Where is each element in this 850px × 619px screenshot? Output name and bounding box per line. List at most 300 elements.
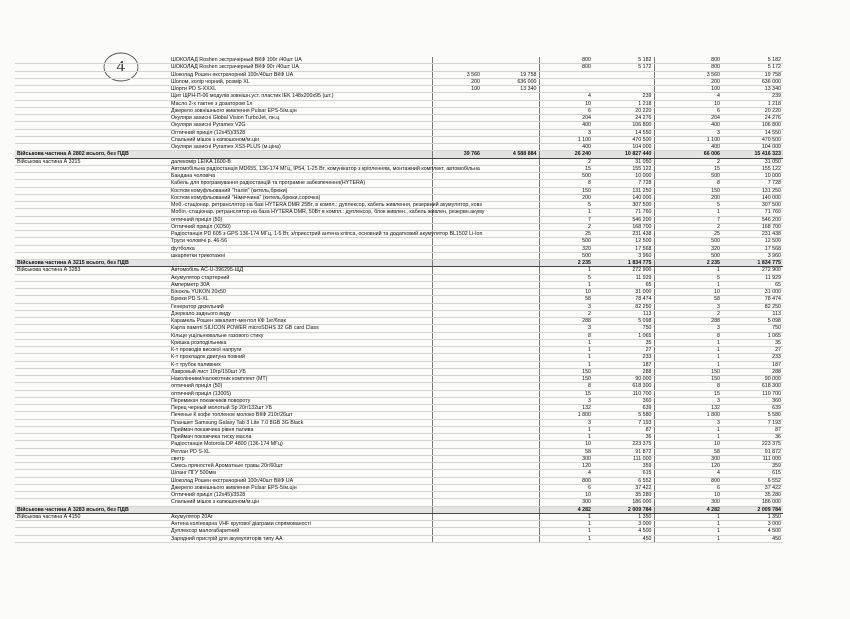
qty-1-cell [432, 252, 482, 259]
qty-1-cell [432, 194, 482, 201]
table-row [15, 528, 783, 535]
item-cell: далекомір LEIKA 1600-B [169, 158, 432, 165]
sum-1-cell [482, 136, 539, 143]
qty-total-cell: 1 [654, 267, 722, 274]
sum-1-cell [482, 245, 539, 252]
unit-cell [15, 252, 169, 259]
sum-1-cell [482, 296, 539, 303]
unit-cell [15, 238, 169, 245]
sum-total-cell: 6 552 [722, 477, 783, 484]
unit-cell [15, 535, 169, 542]
table-row [15, 318, 783, 325]
qty-total-cell: 1 [654, 521, 722, 528]
sum-total-cell: 5 172 [722, 64, 783, 71]
qty-2-cell: 4 282 [539, 506, 593, 513]
sum-2-cell: 14 550 [593, 129, 654, 136]
item-cell: Лавровый лист 10гр/150шт УБ [169, 368, 432, 375]
sum-total-cell: 307 500 [722, 202, 783, 209]
sum-1-cell [482, 339, 539, 346]
unit-cell [15, 390, 169, 397]
item-cell: Генератор дизельний [169, 303, 432, 310]
qty-1-cell [432, 245, 482, 252]
qty-2-cell: 1 [539, 513, 593, 520]
sum-2-cell: 168 700 [593, 223, 654, 230]
unit-cell [15, 71, 169, 78]
item-cell: Акумулятор стартерний [169, 274, 432, 281]
qty-1-cell [432, 383, 482, 390]
qty-1-cell [432, 303, 482, 310]
table-row [15, 144, 783, 151]
qty-total-cell: 200 [654, 194, 722, 201]
sum-2-cell: 140 000 [593, 194, 654, 201]
qty-1-cell [432, 274, 482, 281]
unit-cell [15, 361, 169, 368]
table-row [15, 499, 783, 506]
qty-total-cell: 288 [654, 318, 722, 325]
sum-1-cell [482, 463, 539, 470]
sum-1-cell [482, 260, 539, 267]
qty-2-cell: 58 [539, 448, 593, 455]
qty-total-cell: 3 [654, 129, 722, 136]
qty-total-cell: 120 [654, 463, 722, 470]
sum-1-cell [482, 325, 539, 332]
qty-1-cell [432, 412, 482, 419]
sum-1-cell [482, 376, 539, 383]
qty-2-cell: 3 [539, 303, 593, 310]
sum-total-cell: 223 375 [722, 441, 783, 448]
table-row [15, 463, 783, 470]
qty-1-cell [432, 325, 482, 332]
qty-1-cell [432, 122, 482, 129]
qty-1-cell [432, 397, 482, 404]
unit-cell [15, 129, 169, 136]
sum-total-cell: 90 000 [722, 376, 783, 383]
inventory-table [15, 57, 783, 543]
sum-total-cell: 155 122 [722, 165, 783, 172]
table-row [15, 107, 783, 114]
qty-2-cell: 7 [539, 216, 593, 223]
qty-1-cell [432, 223, 482, 230]
item-cell: ШОКОЛАД Roshen экстрачерный ВКФ 90г /40шт UA [169, 64, 432, 71]
qty-2-cell: 132 [539, 405, 593, 412]
sum-2-cell: 131 250 [593, 187, 654, 194]
qty-1-cell: 3 560 [432, 71, 482, 78]
sum-1-cell [482, 368, 539, 375]
qty-1-cell [432, 441, 482, 448]
qty-1-cell [432, 107, 482, 114]
qty-total-cell: 8 [654, 332, 722, 339]
qty-2-cell: 26 240 [539, 151, 593, 158]
sum-2-cell: 239 [593, 93, 654, 100]
item-cell: Реглан PD S-XL [169, 448, 432, 455]
qty-1-cell [432, 535, 482, 542]
sum-2-cell: 5 580 [593, 412, 654, 419]
qty-2-cell: 1 [539, 426, 593, 433]
qty-2-cell: 10 [539, 100, 593, 107]
unit-cell [15, 93, 169, 100]
sum-total-cell: 1 350 [722, 513, 783, 520]
sum-total-cell: 450 [722, 535, 783, 542]
unit-cell [15, 448, 169, 455]
sum-2-cell: 618 300 [593, 383, 654, 390]
sum-total-cell: 618 300 [722, 383, 783, 390]
qty-1-cell [432, 339, 482, 346]
item-cell: Кришка розподільника [169, 339, 432, 346]
table-row [15, 419, 783, 426]
qty-2-cell: 800 [539, 57, 593, 64]
sum-2-cell: 11 929 [593, 274, 654, 281]
item-cell: Окуляри захисні Pyramex XS3-PLUS (м.ціна) [169, 144, 432, 151]
table-row [15, 158, 783, 165]
qty-2-cell [539, 78, 593, 85]
unit-cell: Військова частина А 3215 всього, без ПДВ [15, 260, 169, 267]
sum-1-cell [482, 434, 539, 441]
sum-2-cell: 450 [593, 535, 654, 542]
item-cell: Печенье К кофе топленое молоко ВКФ 210г/26шт [169, 412, 432, 419]
sum-1-cell [482, 231, 539, 238]
qty-2-cell: 300 [539, 455, 593, 462]
qty-2-cell: 320 [539, 245, 593, 252]
unit-cell [15, 289, 169, 296]
qty-2-cell: 1 100 [539, 136, 593, 143]
qty-2-cell: 8 [539, 332, 593, 339]
item-cell: Автомобіль АС-U-396295-ЩД [169, 267, 432, 274]
sum-2-cell: 4 500 [593, 528, 654, 535]
sum-total-cell: 65 [722, 281, 783, 288]
unit-cell [15, 122, 169, 129]
qty-2-cell: 3 [539, 325, 593, 332]
sum-2-cell: 111 000 [593, 455, 654, 462]
qty-2-cell: 25 [539, 231, 593, 238]
unit-cell [15, 209, 169, 216]
sum-1-cell [482, 506, 539, 513]
sum-2-cell: 27 [593, 347, 654, 354]
qty-1-cell [432, 289, 482, 296]
table-row [15, 289, 783, 296]
qty-2-cell: 15 [539, 390, 593, 397]
sum-total-cell: 615 [722, 470, 783, 477]
qty-total-cell: 3 [654, 303, 722, 310]
sum-2-cell: 12 500 [593, 238, 654, 245]
table-row [15, 93, 783, 100]
qty-total-cell: 1 [654, 434, 722, 441]
qty-2-cell: 1 [539, 347, 593, 354]
item-cell: Дуплексор малогабаритний [169, 528, 432, 535]
sum-1-cell [482, 252, 539, 259]
unit-cell [15, 144, 169, 151]
unit-cell [15, 310, 169, 317]
qty-total-cell: 1 [654, 513, 722, 520]
unit-cell [15, 492, 169, 499]
table-row [15, 194, 783, 201]
qty-2-cell: 1 [539, 281, 593, 288]
sum-1-cell [482, 209, 539, 216]
sum-2-cell: 87 [593, 426, 654, 433]
qty-total-cell: 150 [654, 368, 722, 375]
sum-1-cell [482, 528, 539, 535]
sum-2-cell: 187 [593, 361, 654, 368]
qty-total-cell: 1 800 [654, 412, 722, 419]
table-row [15, 173, 783, 180]
qty-1-cell [432, 260, 482, 267]
qty-2-cell: 800 [539, 64, 593, 71]
sum-1-cell [482, 158, 539, 165]
item-cell: Радіостанція PD 605 з GPS 136-174 МГц, 1-5 Вт, з/приєстрий антена кліпса, основний та додатковий акумулятор BL1502 Li-Ion [171, 231, 483, 238]
qty-total-cell: 150 [654, 187, 722, 194]
table-row [15, 347, 783, 354]
table-row [15, 441, 783, 448]
sum-2-cell: 359 [593, 463, 654, 470]
item-cell: К-т прокладок двигуна повний [169, 354, 432, 361]
unit-cell [15, 434, 169, 441]
unit-cell [15, 383, 169, 390]
qty-total-cell: 3 [654, 419, 722, 426]
sum-2-cell: 17 568 [593, 245, 654, 252]
sum-2-cell: 35 280 [593, 492, 654, 499]
item-cell: Моб.-стаціонар. ретранслятор на базі HYTERA DMR 25Вт, в компл.: дуплексор, кабель живлення, резервний акумулятор, ковз [171, 202, 482, 209]
table-row [15, 470, 783, 477]
qty-total-cell: 1 [654, 209, 722, 216]
sum-2-cell: 7 728 [593, 180, 654, 187]
qty-2-cell: 1 [539, 361, 593, 368]
sum-1-cell [482, 419, 539, 426]
unit-cell [15, 231, 169, 238]
item-cell: Приймач покажчика рівня палива [169, 426, 432, 433]
qty-1-cell [432, 477, 482, 484]
qty-2-cell: 2 235 [539, 260, 593, 267]
qty-2-cell: 3 [539, 419, 593, 426]
table-row [15, 187, 783, 194]
sum-1-cell [482, 455, 539, 462]
qty-2-cell: 1 [539, 339, 593, 346]
qty-2-cell: 2 [539, 223, 593, 230]
sum-total-cell: 20 220 [722, 107, 783, 114]
sum-2-cell: 5 182 [593, 57, 654, 64]
unit-cell [15, 187, 169, 194]
qty-2-cell: 150 [539, 187, 593, 194]
qty-total-cell: 1 [654, 339, 722, 346]
sum-total-cell: 272 900 [722, 267, 783, 274]
item-cell: Масло 2-х тактне з дозатором 1л [169, 100, 432, 107]
table-row [15, 238, 783, 245]
qty-1-cell [432, 238, 482, 245]
qty-total-cell: 500 [654, 252, 722, 259]
qty-total-cell: 150 [654, 376, 722, 383]
unit-cell [15, 339, 169, 346]
qty-total-cell: 300 [654, 455, 722, 462]
qty-2-cell: 5 [539, 202, 593, 209]
subtotal-row [15, 260, 783, 267]
qty-total-cell: 1 [654, 347, 722, 354]
sum-1-cell [482, 107, 539, 114]
sum-2-cell: 7 193 [593, 419, 654, 426]
table-row [15, 376, 783, 383]
sum-2-cell: 3 000 [593, 521, 654, 528]
qty-1-cell [432, 455, 482, 462]
item-cell: Карамель Рошен эвкалипт-ментол КФ 1кг/6пак [169, 318, 432, 325]
qty-2-cell: 288 [539, 318, 593, 325]
qty-2-cell: 400 [539, 122, 593, 129]
unit-cell [15, 325, 169, 332]
qty-total-cell: 500 [654, 238, 722, 245]
table-row [15, 202, 783, 209]
sum-2-cell: 71 760 [593, 209, 654, 216]
sum-1-cell [482, 281, 539, 288]
item-cell: Джерело зовнішнього живлення Pulsar EPS-5/м.цін [169, 484, 432, 491]
sum-total-cell: 11 929 [722, 274, 783, 281]
item-cell: Бандана чоловіча [169, 173, 432, 180]
sum-2-cell: 1 065 [593, 332, 654, 339]
qty-total-cell: 2 235 [654, 260, 722, 267]
qty-total-cell: 132 [654, 405, 722, 412]
qty-1-cell [432, 347, 482, 354]
item-cell: Спальний мішок з капюшоном/м.цін [169, 499, 432, 506]
item-cell: Спальний мішок з капюшоном/м.цін [169, 136, 432, 143]
unit-cell [15, 419, 169, 426]
table-row [15, 412, 783, 419]
qty-1-cell [432, 419, 482, 426]
sum-total-cell: 131 250 [722, 187, 783, 194]
sum-2-cell: 106 800 [593, 122, 654, 129]
table-row [15, 231, 783, 238]
sum-total-cell: 187 [722, 361, 783, 368]
sum-total-cell: 104 000 [722, 144, 783, 151]
table-row [15, 434, 783, 441]
sum-1-cell: 4 588 884 [482, 151, 539, 158]
table-row [15, 426, 783, 433]
sum-total-cell: 7 193 [722, 419, 783, 426]
item-cell: К-т проводів високої напруги [169, 347, 432, 354]
item-cell: оптичний приціл (13005) [169, 390, 432, 397]
table-row [15, 310, 783, 317]
sum-1-cell [482, 100, 539, 107]
qty-2-cell: 200 [539, 194, 593, 201]
unit-cell [15, 376, 169, 383]
qty-1-cell [432, 521, 482, 528]
sum-1-cell [482, 274, 539, 281]
sum-2-cell: 6 552 [593, 477, 654, 484]
table-row [15, 361, 783, 368]
sum-total-cell: 233 [722, 354, 783, 361]
qty-1-cell [432, 492, 482, 499]
qty-2-cell: 8 [539, 383, 593, 390]
qty-2-cell: 800 [539, 477, 593, 484]
sum-1-cell [482, 57, 539, 64]
table-row [15, 281, 783, 288]
qty-2-cell: 15 [539, 165, 593, 172]
sum-1-cell [482, 332, 539, 339]
item-cell: Шланг ПГУ 500мм [169, 470, 432, 477]
unit-cell [15, 455, 169, 462]
qty-total-cell: 4 [654, 93, 722, 100]
unit-cell: Військова частина А 3283 всього, без ПДВ [15, 506, 169, 513]
qty-total-cell: 6 [654, 484, 722, 491]
sum-1-cell [482, 187, 539, 194]
qty-total-cell: 10 [654, 100, 722, 107]
qty-total-cell: 58 [654, 296, 722, 303]
qty-total-cell: 3 [654, 397, 722, 404]
unit-cell [15, 463, 169, 470]
sum-total-cell: 27 [722, 347, 783, 354]
qty-2-cell: 4 [539, 93, 593, 100]
qty-1-cell [432, 57, 482, 64]
qty-2-cell: 2 [539, 158, 593, 165]
qty-2-cell: 10 [539, 441, 593, 448]
item-cell: Акумулятор 20Аг [169, 513, 432, 520]
qty-2-cell: 1 [539, 267, 593, 274]
unit-cell [15, 165, 169, 172]
table-row [15, 332, 783, 339]
qty-1-cell [432, 93, 482, 100]
qty-total-cell: 15 [654, 165, 722, 172]
qty-total-cell: 800 [654, 57, 722, 64]
qty-total-cell: 300 [654, 499, 722, 506]
table-row [15, 223, 783, 230]
sum-1-cell [482, 499, 539, 506]
qty-2-cell: 150 [539, 376, 593, 383]
sum-total-cell: 288 [722, 368, 783, 375]
unit-cell [15, 115, 169, 122]
item-cell: Антена колінеарна VHF кругової діаграми спрямованості [169, 521, 432, 528]
sum-1-cell [482, 412, 539, 419]
unit-cell [15, 223, 169, 230]
table-row [15, 252, 783, 259]
sum-total-cell: 24 276 [722, 115, 783, 122]
qty-2-cell: 400 [539, 144, 593, 151]
qty-1-cell [432, 332, 482, 339]
item-cell: Смесь пряностей Ароматные травы 20г/60шт [169, 463, 432, 470]
sum-2-cell: 360 [593, 397, 654, 404]
sum-total-cell: 168 700 [722, 223, 783, 230]
item-cell: футболка [169, 245, 432, 252]
qty-2-cell: 3 [539, 129, 593, 136]
sum-2-cell: 78 474 [593, 296, 654, 303]
qty-1-cell [432, 513, 482, 520]
sum-2-cell: 113 [593, 310, 654, 317]
qty-2-cell: 6 [539, 107, 593, 114]
sum-1-cell [482, 426, 539, 433]
table-row [15, 513, 783, 520]
qty-2-cell: 1 [539, 354, 593, 361]
qty-1-cell [432, 310, 482, 317]
sum-total-cell: 4 500 [722, 528, 783, 535]
sum-1-cell [482, 180, 539, 187]
qty-total-cell: 204 [654, 115, 722, 122]
sum-total-cell: 546 200 [722, 216, 783, 223]
sum-1-cell [482, 390, 539, 397]
qty-2-cell: 500 [539, 238, 593, 245]
qty-total-cell: 3 560 [654, 71, 722, 78]
sum-total-cell: 35 [722, 339, 783, 346]
sum-1-cell: 19 758 [482, 71, 539, 78]
qty-2-cell: 6 [539, 484, 593, 491]
qty-2-cell: 150 [539, 368, 593, 375]
item-cell: Брюки PD S-XL [169, 296, 432, 303]
sum-total-cell: 360 [722, 397, 783, 404]
item-cell: Автомобільна радіостанція MD655, 136-174 МГц, IP54, 1-25 Вт, комунікатор з кріпленням, монтажний комплект, автомобільна [171, 165, 480, 172]
item-cell: Кільце ущільнювальне газового стику [169, 332, 432, 339]
sum-2-cell: 233 [593, 354, 654, 361]
qty-total-cell: 4 282 [654, 506, 722, 513]
table-row [15, 383, 783, 390]
unit-cell [15, 477, 169, 484]
qty-total-cell: 1 100 [654, 136, 722, 143]
qty-1-cell [432, 405, 482, 412]
item-cell: Оптичний приціл (12х45)/3528 [169, 129, 432, 136]
sum-1-cell [482, 238, 539, 245]
qty-1-cell [432, 173, 482, 180]
item-cell: Костюм комуфльований "Німеччина" (китель,брюки,сорочка) [169, 194, 432, 201]
